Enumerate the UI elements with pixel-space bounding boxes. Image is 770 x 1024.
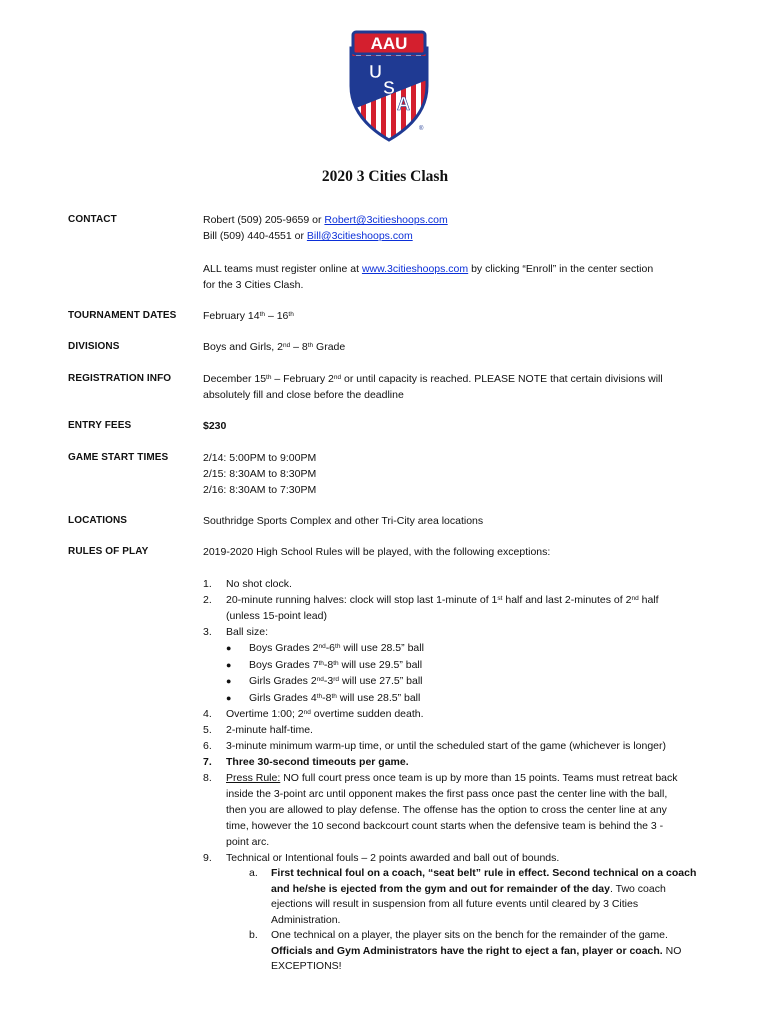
rules-label: RULES OF PLAY [68,546,149,557]
rule-item: 1. No shot clock. [203,578,292,590]
registration-value: December 15th – February 2nd or until capacity is reached. PLEASE NOTE that certain divisions will absolutely fill and close before the deadline [203,373,663,401]
svg-text:®: ® [419,126,424,132]
svg-text:A: A [397,94,410,114]
ball-size-item: ● Girls Grades 2nd-3rd will use 27.5” ball [226,675,423,687]
rules-list [203,576,733,975]
rule-item: 5. 2-minute half-time. [203,724,313,736]
divisions-value: Boys and Girls, 2nd – 8th Grade [203,341,346,353]
times-value: 2/14: 5:00PM to 9:00PM 2/15: 8:30AM to 8:30PM 2/16: 8:30AM to 7:30PM [203,452,317,496]
dates-label: TOURNAMENT DATES [68,310,177,321]
svg-text:S: S [383,78,396,98]
times-label: GAME START TIMES [68,452,169,463]
fees-value: $230 [203,420,227,432]
svg-text:AAU: AAU [370,34,408,53]
document-title: 2020 3 Cities Clash [321,168,449,185]
contact-value: Robert (509) 205-9659 or Robert@3citieshoops.com Bill (509) 440-4551 or Bill@3citieshoops.com [203,214,448,242]
register-note: ALL teams must register online at www.3citieshoops.com by clicking “Enroll” in the center section for the 3 Cities Clash. [203,263,654,291]
rule-item: 2. 20-minute running halves: clock will stop last 1-minute of 1st half and last 2-minutes of 2nd half (unless 15-point lead) [203,594,659,622]
website-link[interactable]: www.3citieshoops.com [361,263,469,275]
rule-item: 6. 3-minute minimum warm-up time, or until the scheduled start of the game (whichever is longer) [203,740,667,752]
dates-value: February 14th – 16th [203,310,294,322]
rule-item: 9. Technical or Intentional fouls – 2 points awarded and ball out of bounds. [203,852,560,864]
aau-usa-logo [343,26,435,146]
rule-item: 8. Press Rule: NO full court press once team is up by more than 15 points. Teams must retreat back inside the 3-point arc until opponent makes the first pass once past the center line with the ball, then you are allowed to play defense. The offense has the option to cross the center line at any time, however the 10 second backcourt count starts when the defensive team is behind the 3 - point arc. [203,772,678,848]
technical-subitem: a. First technical foul on a coach, “seat belt” rule in effect. Second technical on a coach and he/she is ejected from the gym and out for remainder of the day. Two coach ejections will result in suspension from all future events until cleared by 3 Cities Administration. [249,867,697,926]
rule-item: 7. Three 30-second timeouts per game. [203,756,409,768]
contact-label: CONTACT [68,214,117,225]
svg-text:U: U [369,62,382,82]
registration-label: REGISTRATION INFO [68,373,172,384]
bill-email-link[interactable]: Bill@3citieshoops.com [306,230,413,242]
ball-size-item: ● Girls Grades 4th-8th will use 28.5” ball [226,691,421,704]
rule-item: 3. Ball size: [203,626,269,638]
ball-size-item: ● Boys Grades 2nd-6th will use 28.5” ball [226,642,424,654]
locations-label: LOCATIONS [68,515,128,526]
rule-item: 4. Overtime 1:00; 2nd overtime sudden death. [203,708,424,720]
technical-subitem: b. One technical on a player, the player sits on the bench for the remainder of the game. Officials and Gym Administrators have the right to eject a fan, player or coach. NO EXCEPTIONS! [249,929,682,972]
locations-value: Southridge Sports Complex and other Tri-City area locations [203,515,484,527]
ball-size-item: ● Boys Grades 7th-8th will use 29.5” ball [226,658,423,671]
fees-label: ENTRY FEES [68,420,132,431]
rules-intro: 2019-2020 High School Rules will be played, with the following exceptions: [203,546,551,558]
divisions-label: DIVISIONS [68,341,120,352]
robert-email-link[interactable]: Robert@3citieshoops.com [324,214,448,226]
